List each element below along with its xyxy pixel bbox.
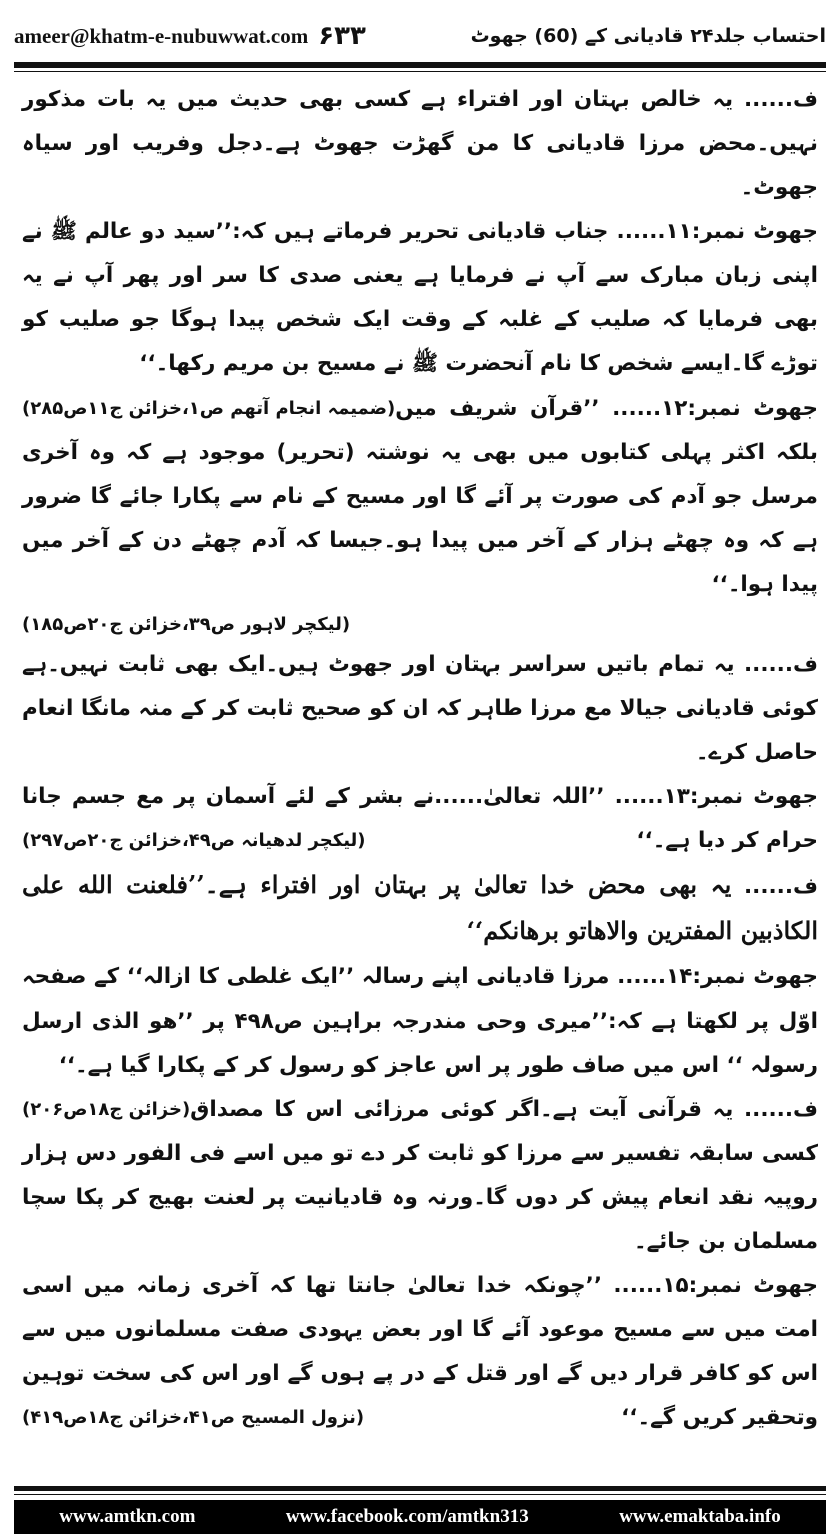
paragraph-text: یہ قرآنی آیت ہے۔اگر کوئی مرزائی اس کا مصداق کسی سابقہ تفسیر سے مرزا کو ثابت کر دے تو میں اسے فی الفور دس ہزار روپیہ نقد انعام پیش کر دوں گا۔ورنہ وہ قادیانیت پر لعنت بھیج کر پکا سچا مسلمان بن جائے۔ (22, 1096, 818, 1254)
paragraph-label: جھوٹ نمبر:۱۵...... (613, 1273, 818, 1299)
citation: (لیکچر لاہور ص۳۹،خزائن ج۲۰ص۱۸۵) (22, 613, 351, 635)
header-left (14, 21, 366, 51)
footer-bar (14, 1500, 826, 1534)
header-email[interactable]: ameer@khatm-e-nubuwwat.com (14, 23, 309, 48)
paragraph-label: جھوٹ نمبر:۱۴...... (617, 964, 818, 990)
header-rule-thick (14, 62, 826, 68)
paragraph-text: یہ خالص بہتان اور افتراء ہے کسی بھی حدیث میں یہ بات مذکور نہیں۔محض مرزا قادیانی کا من گھڑت جھوٹ ہے۔دجل وفریب اور سیاہ جھوٹ۔ (22, 87, 818, 201)
page-body (22, 78, 818, 1440)
paragraph-9 (22, 1264, 818, 1440)
header-rule-thin (14, 71, 826, 72)
footer-rule-thin (14, 1494, 826, 1495)
citation: (ضمیمہ انجام آتھم ص۱،خزائن ج۱۱ص۲۸۵) (22, 397, 396, 419)
paragraph-text: ’’چونکہ خدا تعالیٰ جانتا تھا کہ آخری زمانہ میں اسی امت میں سے مسیح موعود آئے گا اور بعض یہودی صفت مسلمانوں میں سے اس کو کافر قرار دیں گے اور قتل کے در پے ہوں گے اور اس کی سخت توہین وتحقیر کریں گے۔‘‘ (22, 1273, 818, 1431)
page-number: ۶۳۳ (318, 21, 366, 51)
paragraph-7 (22, 955, 818, 1120)
paragraph-label: ف...... (744, 87, 818, 112)
paragraph-label: ف...... (744, 874, 818, 900)
citation: (لیکچر لدھیانہ ص۴۹،خزائن ج۲۰ص۲۹۷) (22, 830, 366, 852)
page-header (14, 10, 826, 62)
paragraph-text: جناب قادیانی تحریر فرماتے ہیں کہ:’’سید دو عالم ﷺ نے اپنی زبان مبارک سے آپ نے فرمایا ہے یعنی صدی کا سر اور پھر آپ نے یہ بھی فرمایا کہ صلیب کے غلبہ کے وقت ایک شخص پیدا ہوگا جو صلیب کو توڑے گا۔ایسے شخص کا نام آنحضرت ﷺ نے مسیح بن مریم رکھا۔‘‘ (22, 219, 818, 377)
paragraph-label: جھوٹ نمبر:۱۳...... (614, 784, 818, 810)
footer-rule-thick (14, 1486, 826, 1491)
paragraph-text: یہ تمام باتیں سراسر بہتان اور جھوٹ ہیں۔ایک بھی ثابت نہیں۔ہے کوئی قادیانی جیالا مع مرزا طاہر کہ ان کو صحیح ثابت کر کے منہ مانگا انعام حاصل کرے۔ (22, 651, 818, 766)
citation: (خزائن ج۱۸ص۲۰۶) (22, 1098, 191, 1120)
paragraph-text: ’’قرآن شریف میں بلکہ اکثر پہلی کتابوں میں بھی یہ نوشتہ (تحریر) موجود ہے کہ وہ آخری مرسل جو آدم کی صورت پر آئے گا اور مسیح کے نام سے پکارا جائے گا ضرور ہے کہ وہ چھٹے ہزار کے آخر میں پیدا ہو۔جیسا کہ آدم چھٹے دن کے آخر میں پیدا ہوا۔‘‘ (22, 395, 818, 597)
paragraph-text: یہ بھی محض خدا تعالیٰ پر بہتان اور افتراء ہے۔’’فلعنت الله علی الکاذبین المفترین والاھاتو برھانکم‘‘ (22, 870, 818, 946)
paragraph-5 (22, 775, 818, 863)
running-title: احتساب جلد۲۴ قادیانی کے (60) جھوٹ (470, 25, 826, 47)
paragraph-text: ’’اللہ تعالیٰ......نے بشر کے لئے آسمان پر مع جسم جانا حرام کر دیا ہے۔‘‘ (22, 784, 818, 854)
paragraph-text: مرزا قادیانی اپنے رسالہ ’’ایک غلطی کا ازالہ‘‘ کے صفحہ اوّل پر لکھتا ہے کہ:’’میری وحی مندرجہ براہین ص۴۹۸ پر ’’ھو الذی ارسل رسولہ ‘‘ اس میں صاف طور پر اس عاجز کو رسول کر کے پکارا گیا ہے۔‘‘ (22, 964, 818, 1078)
paragraph-6 (22, 863, 818, 955)
paragraph-label: ف...... (744, 651, 818, 677)
footer-link-amtkn[interactable]: www.amtkn.com (59, 1506, 196, 1527)
citation: (نزول المسیح ص۴۱،خزائن ج۱۸ص۴۱۹) (22, 1407, 365, 1429)
paragraph-label: ف...... (744, 1096, 818, 1122)
paragraph-1 (22, 78, 818, 210)
footer-link-emaktaba[interactable]: www.emaktaba.info (619, 1506, 781, 1527)
footer-link-facebook[interactable]: www.facebook.com/amtkn313 (285, 1506, 529, 1527)
paragraph-4 (22, 643, 818, 775)
paragraph-label: جھوٹ نمبر:۱۱...... (616, 219, 818, 245)
paragraph-label: جھوٹ نمبر:۱۲...... (612, 395, 818, 421)
